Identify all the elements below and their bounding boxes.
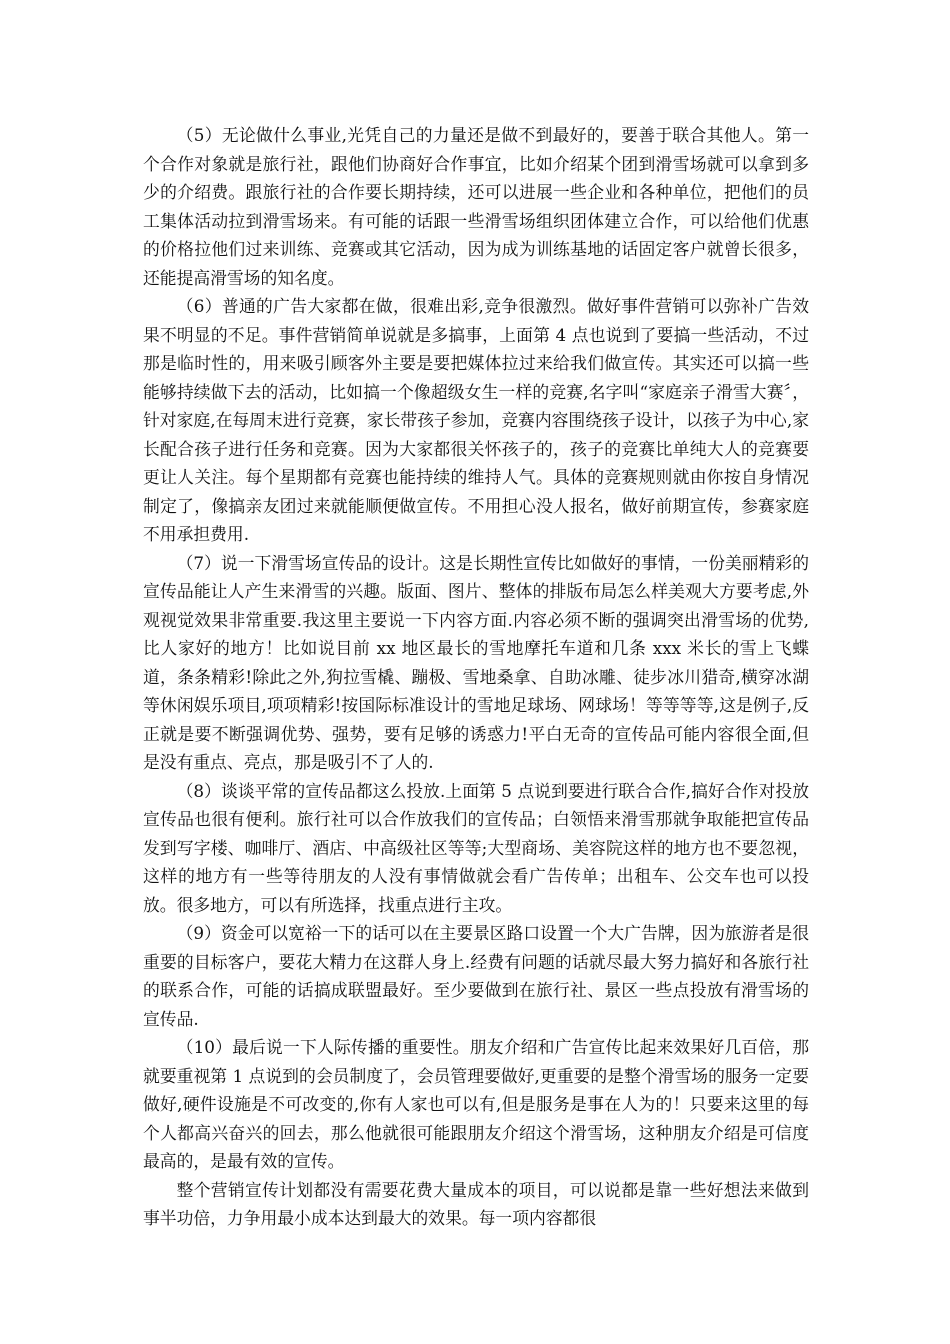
document-body (143, 121, 809, 1233)
paragraph-7: （7）说一下滑雪场宣传品的设计。这是长期性宣传比如做好的事情，一份美丽精彩的宣传品能让人产生来滑雪的兴趣。版面、图片、整体的排版布局怎么样美观大方要考虑,外观视觉效果非常重要.我这里主要说一下内容方面.内容必须不断的强调突出滑雪场的优势,比人家好的地方！比如说目前 xx 地区最长的雪地摩托车道和几条 xxx 米长的雪上飞蝶道，条条精彩!除此之外,狗拉雪橇、蹦极、雪地桑拿、自助冰雕、徒步冰川猎奇,横穿冰湖等休闲娱乐项目,项项精彩!按国际标准设计的雪地足球场、网球场！等等等等,这是例子,反正就是要不断强调优势、强势，要有足够的诱惑力!平白无奇的宣传品可能内容很全面,但是没有重点、亮点，那是吸引不了人的. (143, 552, 809, 772)
paragraph-summary: 整个营销宣传计划都没有需要花费大量成本的项目，可以说都是靠一些好想法来做到事半功倍，力争用最小成本达到最大的效果。每一项内容都很 (143, 1179, 809, 1228)
paragraph-5: （5）无论做什么事业,光凭自己的力量还是做不到最好的，要善于联合其他人。第一个合作对象就是旅行社，跟他们协商好合作事宜，比如介绍某个团到滑雪场就可以拿到多少的介绍费。跟旅行社的合作要长期持续，还可以进展一些企业和各种单位，把他们的员工集体活动拉到滑雪场来。有可能的话跟一些滑雪场组织团体建立合作，可以给他们优惠的价格拉他们过来训练、竞赛或其它活动，因为成为训练基地的话固定客户就曾长很多，还能提高滑雪场的知名度。 (143, 125, 809, 288)
paragraph-10: （10）最后说一下人际传播的重要性。朋友介绍和广告宣传比起来效果好几百倍，那就要重视第 1 点说到的会员制度了，会员管理要做好,更重要的是整个滑雪场的服务一定要做好,硬件设施是不可改变的,你有人家也可以有,但是服务是事在人为的！只要来这里的每个人都高兴奋兴的回去，那么他就很可能跟朋友介绍这个滑雪场，这种朋友介绍是可信度最高的，是最有效的宣传。 (143, 1037, 809, 1171)
paragraph-6: （6）普通的广告大家都在做，很难出彩,竞争很激烈。做好事件营销可以弥补广告效果不明显的不足。事件营销简单说就是多搞事，上面第 4 点也说到了要搞一些活动，不过那是临时性的，用来吸引顾客外主要是要把媒体拉过来给我们做宣传。其实还可以搞一些能够持续做下去的活动，比如搞一个像超级女生一样的竞赛,名字叫“家庭亲子滑雪大赛〞，针对家庭,在每周末进行竞赛，家长带孩子参加，竞赛内容围绕孩子设计，以孩子为中心,家长配合孩子进行任务和竞赛。因为大家都很关怀孩子的，孩子的竞赛比单纯大人的竞赛要更让人关注。每个星期都有竞赛也能持续的维持人气。具体的竞赛规则就由你按自身情况制定了，像搞亲友团过来就能顺便做宣传。不用担心没人报名，做好前期宣传，参赛家庭不用承担费用. (143, 296, 809, 544)
paragraph-9: （9）资金可以宽裕一下的话可以在主要景区路口设置一个大广告牌，因为旅游者是很重要的目标客户，要花大精力在这群人身上.经费有问题的话就尽最大努力搞好和各旅行社的联系合作，可能的话搞成联盟最好。至少要做到在旅行社、景区一些点投放有滑雪场的宣传品. (143, 923, 809, 1029)
paragraph-8: （8）谈谈平常的宣传品都这么投放.上面第 5 点说到要进行联合合作,搞好合作对投放宣传品也很有便利。旅行社可以合作放我们的宣传品；白领悟来滑雪那就争取能把宣传品发到写字楼、咖啡厅、酒店、中高级社区等等;大型商场、美容院这样的地方也不要忽视，这样的地方有一些等待朋友的人没有事情做就会看广告传单；出租车、公交车也可以投放。很多地方，可以有所选择，找重点进行主攻。 (143, 780, 809, 915)
